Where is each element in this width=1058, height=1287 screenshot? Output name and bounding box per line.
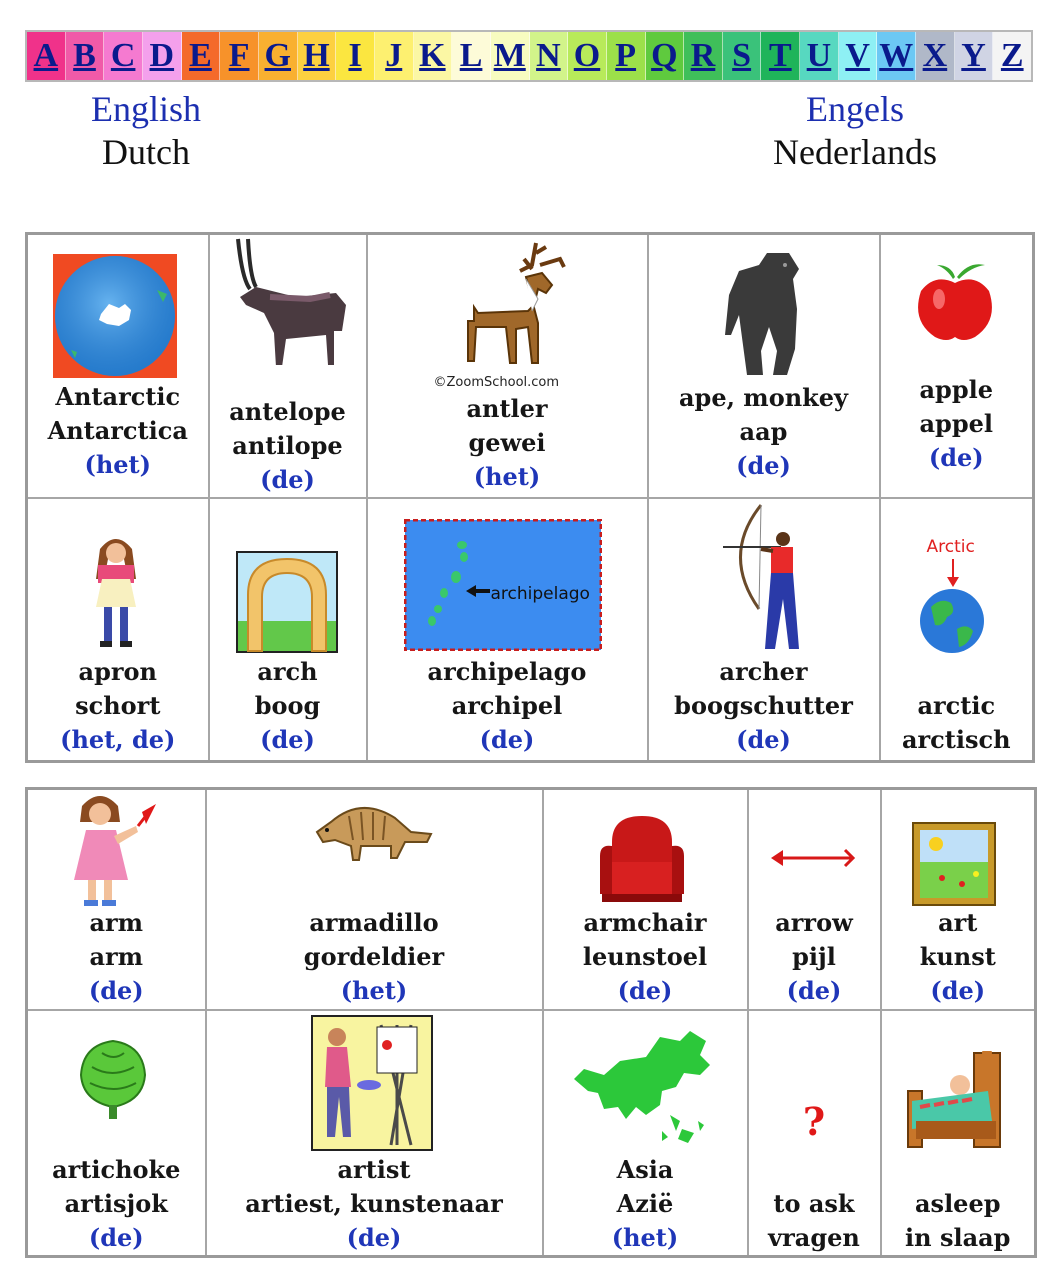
english-word: Asia (616, 1154, 674, 1184)
english-word: ape, monkey (678, 383, 848, 412)
card-antarctic (28, 235, 208, 497)
alphabet-nav (25, 30, 1033, 82)
letter-link-h[interactable]: H (298, 32, 337, 80)
question-mark-icon: ? (802, 1098, 826, 1144)
letter-link-c[interactable]: C (104, 32, 143, 80)
letter-link-g[interactable]: G (259, 32, 298, 80)
article: (het) (84, 450, 151, 479)
article: (de) (88, 976, 144, 1005)
english-word: to ask (773, 1188, 855, 1218)
card-apple (881, 235, 1033, 497)
letter-link-a[interactable]: A (27, 32, 66, 80)
english-word: armadillo (309, 908, 439, 937)
dutch-word: arctisch (901, 724, 1011, 754)
letter-link-r[interactable]: R (684, 32, 723, 80)
dutch-word: boog (254, 690, 321, 720)
sleeping-bed-icon (904, 1051, 1006, 1151)
card-antler (368, 235, 647, 497)
map-label: archipelago (490, 583, 590, 604)
card-arch (210, 499, 366, 761)
card-asia (544, 1011, 747, 1256)
painting-icon (912, 822, 996, 906)
card-arm (28, 790, 205, 1009)
article: (de) (928, 443, 984, 472)
dutch-word: appel (919, 409, 993, 438)
english-word: archer (719, 656, 808, 686)
dutch-word: gordeldier (303, 942, 445, 971)
letter-link-x[interactable]: X (916, 32, 955, 80)
header-left-lang-1: English (90, 89, 201, 129)
vocab-table-1 (25, 232, 1035, 763)
card-artist (207, 1011, 542, 1256)
card-archipelago (368, 499, 647, 761)
reindeer-antler-icon (456, 239, 568, 379)
dutch-word: leunstoel (582, 942, 708, 971)
apron-girl-icon (88, 535, 144, 655)
english-word: antelope (229, 397, 346, 426)
dutch-word: artisjok (64, 1188, 168, 1218)
armchair-icon (598, 814, 686, 906)
card-artichoke (28, 1011, 205, 1256)
english-word: apron (78, 656, 157, 686)
dutch-word: arm (89, 942, 144, 971)
dutch-word: artiest, kunstenaar (245, 1188, 503, 1218)
dutch-word: kunst (919, 942, 996, 971)
letter-link-v[interactable]: V (839, 32, 878, 80)
article: (de) (736, 724, 791, 754)
dutch-word: schort (75, 690, 161, 720)
article: (de) (786, 976, 842, 1005)
letter-link-i[interactable]: I (336, 32, 375, 80)
card-apron (28, 499, 208, 761)
english-word: arrow (775, 908, 853, 937)
card-archer (649, 499, 879, 761)
letter-link-d[interactable]: D (143, 32, 182, 80)
english-word: arch (257, 656, 318, 686)
english-word: apple (919, 375, 993, 404)
globe-antarctica-icon (53, 254, 177, 378)
card-art (882, 790, 1035, 1009)
card-arrow (749, 790, 880, 1009)
dutch-word: antilope (232, 431, 343, 460)
card-arctic (881, 499, 1033, 761)
dutch-word: boogschutter (674, 690, 853, 720)
arch-icon (236, 551, 338, 653)
letter-link-p[interactable]: P (607, 32, 646, 80)
letter-link-u[interactable]: U (800, 32, 839, 80)
letter-link-m[interactable]: M (491, 32, 530, 80)
letter-link-b[interactable]: B (66, 32, 105, 80)
english-word: artichoke (52, 1154, 181, 1184)
girl-arm-icon (68, 792, 160, 910)
dutch-word: Antarctica (47, 416, 188, 445)
article: (de) (736, 451, 791, 480)
antelope-icon (230, 237, 350, 365)
card-ask (749, 1011, 880, 1256)
article: (de) (930, 976, 986, 1005)
article: (de) (260, 465, 315, 494)
vocab-table-2 (25, 787, 1037, 1258)
letter-link-k[interactable]: K (414, 32, 453, 80)
card-armchair (544, 790, 747, 1009)
artichoke-icon (78, 1037, 148, 1121)
asia-map-icon (570, 1019, 714, 1151)
dutch-word: gewei (468, 428, 546, 457)
letter-link-w[interactable]: W (877, 32, 916, 80)
card-antelope (210, 235, 366, 497)
article: (de) (617, 976, 673, 1005)
english-word: Antarctic (55, 382, 181, 411)
article: (de) (346, 1222, 402, 1252)
header-right-lang-1: Engels (806, 89, 904, 129)
dutch-word: pijl (792, 942, 836, 971)
letter-link-f[interactable]: F (220, 32, 259, 80)
dutch-word: vragen (768, 1222, 860, 1252)
dutch-word: archipel (451, 690, 563, 720)
english-word: arm (89, 908, 144, 937)
article: (de) (260, 724, 315, 754)
arctic-globe-icon (917, 559, 987, 655)
arrow-icon (769, 846, 857, 870)
english-word: antler (466, 394, 548, 423)
letter-link-e[interactable]: E (182, 32, 221, 80)
card-ape (649, 235, 879, 497)
letter-link-j[interactable]: J (375, 32, 414, 80)
article: (de) (479, 724, 535, 754)
header-left-lang-2: Dutch (102, 132, 190, 172)
letter-link-n[interactable]: N (530, 32, 569, 80)
article: (het) (611, 1222, 679, 1252)
article: (de) (88, 1222, 144, 1252)
english-word: arctic (917, 690, 996, 720)
letter-link-l[interactable]: L (452, 32, 491, 80)
english-word: artist (337, 1154, 411, 1184)
archer-icon (721, 503, 805, 653)
english-word: asleep (915, 1188, 1001, 1218)
article: (het, de) (60, 724, 176, 754)
letter-link-t[interactable]: T (761, 32, 800, 80)
header-right-lang-2: Nederlands (773, 132, 937, 172)
globe-label: Arctic (926, 536, 975, 557)
gorilla-icon (719, 249, 809, 379)
article: (het) (340, 976, 408, 1005)
letter-link-q[interactable]: Q (646, 32, 685, 80)
dutch-word: aap (739, 417, 788, 446)
apple-icon (915, 259, 995, 343)
english-word: art (938, 908, 978, 937)
dutch-word: in slaap (905, 1222, 1011, 1252)
image-credit: ©ZoomSchool.com (433, 375, 560, 390)
letter-link-y[interactable]: Y (955, 32, 994, 80)
dutch-word: Azië (616, 1188, 674, 1218)
card-asleep (882, 1011, 1035, 1256)
english-word: archipelago (427, 656, 587, 686)
letter-link-s[interactable]: S (723, 32, 762, 80)
letter-link-z[interactable]: Z (993, 32, 1031, 80)
letter-link-o[interactable]: O (568, 32, 607, 80)
armadillo-icon (313, 798, 433, 872)
card-armadillo (207, 790, 542, 1009)
article: (het) (473, 462, 541, 491)
english-word: armchair (583, 908, 707, 937)
artist-icon (311, 1015, 433, 1151)
